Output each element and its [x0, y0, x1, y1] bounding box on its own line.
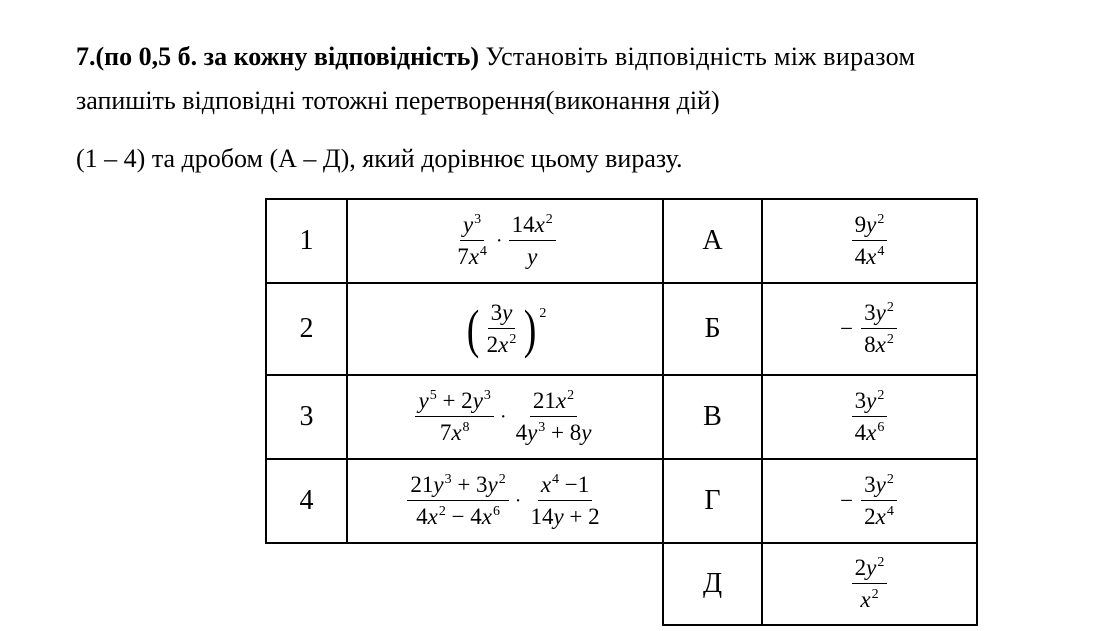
row-a-letter	[662, 198, 763, 284]
task-line-2: запишіть відповідні тотожні перетворення(виконання дій)	[76, 86, 720, 115]
fraction-b: − $\frac{3y^2}{8x^2}$	[761, 282, 978, 376]
task-heading	[76, 44, 915, 70]
row-label: 2	[299, 313, 314, 344]
row-label: 4	[299, 485, 314, 516]
fraction-v: $\frac{3y^2}{4x^6}$	[761, 374, 978, 460]
fraction-g: − $\frac{3y^2}{2x^4}$	[761, 458, 978, 544]
row-label: В	[703, 401, 722, 432]
expression-3: $\frac{y^5 + 2y^3}{7x^8}$ · $\frac{21x^2}{4y^3 + 8y}$	[346, 374, 664, 460]
row-label: А	[702, 225, 723, 256]
expression-4: $\frac{21y^3 + 3y^2}{4x^2 - 4x^6}$ · $\frac{x^4 -1}{14y + 2}$	[346, 458, 664, 544]
row-2-number	[265, 282, 348, 376]
fraction-a: $\frac{9y^2}{4x^4}$	[761, 198, 978, 284]
row-label: 1	[299, 225, 314, 256]
row-v-letter	[662, 374, 763, 460]
row-label: 3	[299, 401, 314, 432]
row-label: Г	[704, 485, 721, 516]
row-label: Д	[702, 568, 723, 599]
expression-1: $\frac{y^3}{7x^4}$ · $\frac{14x^2}{y}$	[346, 198, 664, 284]
task-instruction: Установіть відповідність між виразом	[485, 42, 916, 71]
expression-2: ( $\frac{3y}{2x^2}$ ) 2	[346, 282, 664, 376]
row-label: Б	[704, 313, 721, 344]
row-g-letter	[662, 458, 763, 544]
task-points: 7.(по 0,5 б. за кожну відповідність)	[76, 42, 479, 71]
row-b-letter	[662, 282, 763, 376]
row-4-number	[265, 458, 348, 544]
row-1-number	[265, 198, 348, 284]
row-d-letter	[662, 542, 763, 626]
task-line-3: (1 – 4) та дробом (А – Д), який дорівнює цьому виразу.	[76, 144, 683, 173]
row-3-number	[265, 374, 348, 460]
fraction-d: $\frac{2y^2}{x^2}$	[761, 542, 978, 626]
